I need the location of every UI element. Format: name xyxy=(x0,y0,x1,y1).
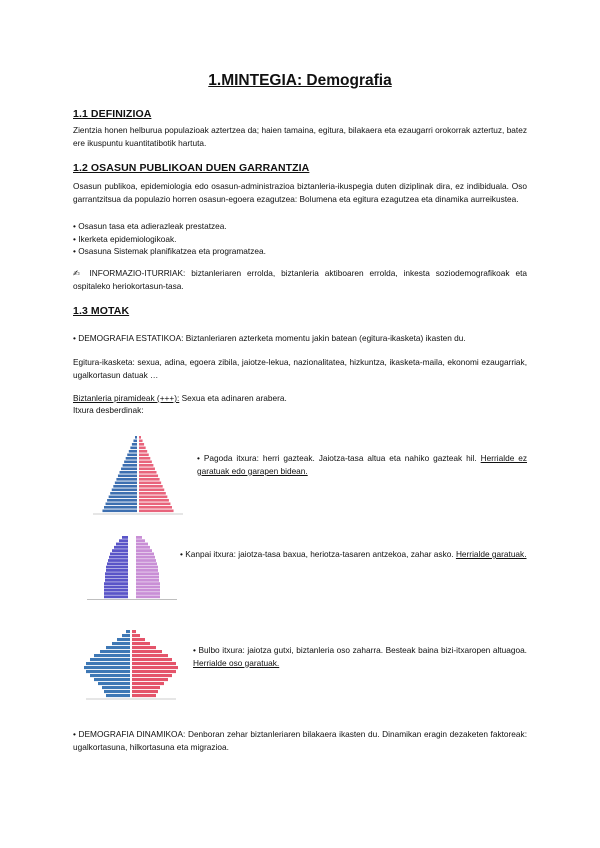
shapes-intro: Itxura desberdinak: xyxy=(73,405,144,415)
pyramid-bar-male xyxy=(122,634,130,637)
pyramid-bar-male xyxy=(116,543,128,546)
pyramid-bar-male xyxy=(84,666,130,669)
pyramid-bar-female xyxy=(136,539,145,542)
pyramid-bar-male xyxy=(106,566,128,569)
pyramid-bar-female xyxy=(139,492,166,495)
bulb-caption xyxy=(193,644,527,669)
pyramid-bar-female xyxy=(132,642,150,645)
pyramid-bar-female xyxy=(136,536,142,539)
pyramid-bar-female xyxy=(136,572,159,575)
pyramid-bar-male xyxy=(127,454,137,457)
pyramid-bar-male xyxy=(117,638,130,641)
pyramid-bar-female xyxy=(132,658,172,661)
pyramid-bar-female xyxy=(139,457,150,460)
bell-text: • Kanpai itxura: jaiotza-tasa baxua, heriotza-tasaren antzekoa, zahar asko. xyxy=(180,549,456,559)
pyramid-bar-female xyxy=(136,579,159,582)
pyramid-bar-male xyxy=(94,678,130,681)
section-heading-garrantzia: 1.2 OSASUN PUBLIKOAN DUEN GARRANTZIA xyxy=(73,162,310,174)
information-sources-paragraph: ✍ INFORMAZIO-ITURRIAK: biztanleriaren errolda, biztanleria aktiboaren errolda, inkesta soziodemografikoak eta ospitaleko heriokortasun-tasa. xyxy=(73,268,527,291)
pyramid-bar-female xyxy=(136,586,160,589)
pyramid-bar-male xyxy=(122,536,128,539)
pyramid-bar-male xyxy=(135,436,137,439)
bulb-text: • Bulbo itxura: jaiotza gutxi, biztanleria oso zaharra. Besteak baina bizi-itxaropen altuagoa. xyxy=(193,645,527,655)
pyramid-bar-female xyxy=(139,475,158,478)
pagoda-caption xyxy=(197,452,527,477)
pyramid-bar-female xyxy=(139,506,172,509)
pyramid-bar-male xyxy=(132,443,137,446)
pyramid-bar-male xyxy=(112,549,128,552)
pyramid-bar-male xyxy=(121,468,137,471)
pyramid-bar-female xyxy=(139,489,164,492)
pyramid-bar-male xyxy=(106,569,128,572)
pyramid-bar-female xyxy=(139,440,143,443)
pyramid-bar-male xyxy=(120,471,138,474)
pyramid-bar-female xyxy=(136,589,160,592)
pyramid-bar-female xyxy=(139,464,153,467)
pyramid-bar-female xyxy=(136,595,160,598)
pyramid-bar-male xyxy=(119,539,128,542)
bulb-pyramid-image xyxy=(72,626,190,700)
pyramid-bar-male xyxy=(108,559,128,562)
pyramid-bar-male xyxy=(113,485,137,488)
pyramid-bar-female xyxy=(136,556,155,559)
bulb-countries: Herrialde oso garatuak. xyxy=(193,657,280,668)
pyramid-bar-female xyxy=(132,674,172,677)
pyramid-bar-male xyxy=(114,546,128,549)
list-item: • Ikerketa epidemiologikoak. xyxy=(73,233,177,244)
pyramid-bar-male xyxy=(116,478,137,481)
pyramid-bar-female xyxy=(139,485,163,488)
pyramids-description: Sexua eta adinaren arabera. xyxy=(179,393,287,403)
pyramid-bar-male xyxy=(86,670,130,673)
list-item: • Osasuna Sistemak planifikatzea eta programatzea. xyxy=(73,246,266,257)
pyramid-bar-female xyxy=(136,566,158,569)
pyramid-bar-male xyxy=(124,461,137,464)
pyramid-bar-male xyxy=(90,674,130,677)
pyramid-bar-female xyxy=(139,468,155,471)
pyramid-bar-female xyxy=(136,549,152,552)
pyramid-bar-male xyxy=(94,654,130,657)
pyramid-bar-female xyxy=(139,450,147,453)
pyramid-bar-female xyxy=(136,582,160,585)
pyramid-bar-female xyxy=(132,638,145,641)
pyramid-bar-male xyxy=(115,482,137,485)
pyramid-bar-male xyxy=(123,464,137,467)
pyramid-bar-male xyxy=(133,440,137,443)
bell-caption xyxy=(180,548,527,561)
pyramid-bar-female xyxy=(132,682,164,685)
pyramid-bar-male xyxy=(104,592,128,595)
pyramid-bar-male xyxy=(98,682,130,685)
pyramid-bar-male xyxy=(86,662,130,665)
pyramid-bar-female xyxy=(136,569,158,572)
pyramid-bar-male xyxy=(118,475,137,478)
pyramid-bar-male xyxy=(102,510,137,513)
pyramid-bar-female xyxy=(139,482,161,485)
pyramid-bar-male xyxy=(130,447,137,450)
pyramid-bar-male xyxy=(104,506,137,509)
pyramid-bar-male xyxy=(104,690,130,693)
pyramid-bar-female xyxy=(139,454,149,457)
pyramid-bar-female xyxy=(139,478,160,481)
pyramids-label: Biztanleria piramideak (+++): xyxy=(73,393,180,403)
pyramid-bar-female xyxy=(139,496,167,499)
pyramid-bar-male xyxy=(109,556,128,559)
section-heading-definizioa: 1.1 DEFINIZIOA xyxy=(73,108,152,120)
pyramid-bar-female xyxy=(132,662,176,665)
pyramid-bar-male xyxy=(129,450,137,453)
pyramid-bar-female xyxy=(139,471,157,474)
pyramid-bar-male xyxy=(105,572,128,575)
list-item: • Osasun tasa eta adierazleak prestatzea. xyxy=(73,221,227,231)
pyramid-bar-female xyxy=(132,650,162,653)
static-demography-paragraph: • DEMOGRAFIA ESTATIKOA: Biztanleriaren azterketa momentu jakin batean (egitura-ikasketa) ikasten du. xyxy=(73,333,466,343)
pyramid-bar-female xyxy=(132,646,156,649)
pyramid-bar-female xyxy=(136,562,157,565)
pyramid-bar-female xyxy=(132,666,178,669)
pyramid-bar-female xyxy=(136,553,154,556)
dynamic-demography-paragraph: • DEMOGRAFIA DINAMIKOA: Denboran zehar biztanleriaren bilakaera ikasten du. Dinamikan eragin dezaketen faktoreak: ugalkortasuna, hilkortasuna eta migrazioa. xyxy=(73,729,527,752)
page-title: 1.MINTEGIA: Demografia xyxy=(208,72,392,89)
pyramid-bar-female xyxy=(139,510,174,513)
pyramid-bar-male xyxy=(106,694,130,697)
pyramids-paragraph xyxy=(73,392,527,405)
pyramid-bar-female xyxy=(136,576,159,579)
pyramid-bar-male xyxy=(107,499,137,502)
pyramid-bar-male xyxy=(106,646,130,649)
pyramid-bar-male xyxy=(112,642,130,645)
pyramid-bar-male xyxy=(110,492,137,495)
pyramid-bar-male xyxy=(104,589,128,592)
pyramid-bar-female xyxy=(132,690,158,693)
section-heading-motak: 1.3 MOTAK xyxy=(73,305,130,317)
pyramid-bar-male xyxy=(126,457,137,460)
pyramid-bar-female xyxy=(136,592,160,595)
pyramid-bar-male xyxy=(104,586,128,589)
pyramid-bar-female xyxy=(132,670,176,673)
pyramid-bar-female xyxy=(136,559,156,562)
pagoda-countries: Herrialde ez garatuak edo garapen bidean. xyxy=(197,453,528,476)
pyramid-bar-female xyxy=(132,694,156,697)
pyramid-bar-female xyxy=(136,546,150,549)
pyramid-bar-male xyxy=(109,496,137,499)
pyramid-bar-male xyxy=(110,553,128,556)
pyramid-bar-male xyxy=(102,686,130,689)
pyramid-bar-female xyxy=(139,436,141,439)
pyramid-bar-female xyxy=(136,543,148,546)
pyramid-bar-male xyxy=(105,576,128,579)
structure-study-paragraph: Egitura-ikasketa: sexua, adina, egoera zibila, jaiotze-lekua, nazionalitatea, hizkuntza, ikasketa-maila, ekonomi ezaugarriak, ugalkortasun datuak … xyxy=(73,357,527,380)
pyramid-bar-female xyxy=(139,461,152,464)
definition-paragraph: Zientzia honen helburua populazioak aztertzea da; haien tamaina, egitura, bilakaera eta ezaugarri orokorrak aztertuz, batez ere ikuspuntu kuantitatibotik hartuta. xyxy=(73,125,527,148)
pyramid-bar-male xyxy=(105,579,128,582)
pagoda-pyramid-image xyxy=(88,430,188,518)
pyramid-bar-male xyxy=(107,562,128,565)
pyramid-bar-male xyxy=(126,630,130,633)
pyramid-bar-female xyxy=(139,447,146,450)
pyramid-bar-female xyxy=(132,634,140,637)
pyramid-bar-female xyxy=(139,499,169,502)
importance-bullet-list xyxy=(73,220,527,258)
bell-pyramid-image xyxy=(84,532,180,602)
pyramid-bar-male xyxy=(100,650,130,653)
pyramid-bar-female xyxy=(132,678,168,681)
pyramid-bar-female xyxy=(132,686,160,689)
pagoda-text: • Pagoda itxura: herri gazteak. Jaiotza-tasa altua eta nahiko gazteak hil. xyxy=(197,453,481,463)
bell-countries: Herrialde garatuak. xyxy=(455,549,527,559)
pyramid-bar-female xyxy=(139,443,144,446)
pyramid-bar-male xyxy=(90,658,130,661)
pyramid-bar-female xyxy=(139,503,170,506)
pyramid-bar-female xyxy=(132,630,136,633)
pyramid-bar-male xyxy=(106,503,137,506)
pyramid-bar-male xyxy=(112,489,137,492)
pyramid-bar-female xyxy=(132,654,168,657)
importance-paragraph: Osasun publikoa, epidemiologia edo osasun-administrazioa biztanleria-ikuspegia duten diziplinak dira, ez indibiduala. Oso garrantzitsua da populazio horren osasun-egoera ezagutzea: Bolumena eta egitura ezagutzea eta dinamika aurreikustea. xyxy=(73,181,527,204)
pyramid-bar-male xyxy=(104,582,128,585)
pyramid-bar-male xyxy=(104,595,128,598)
